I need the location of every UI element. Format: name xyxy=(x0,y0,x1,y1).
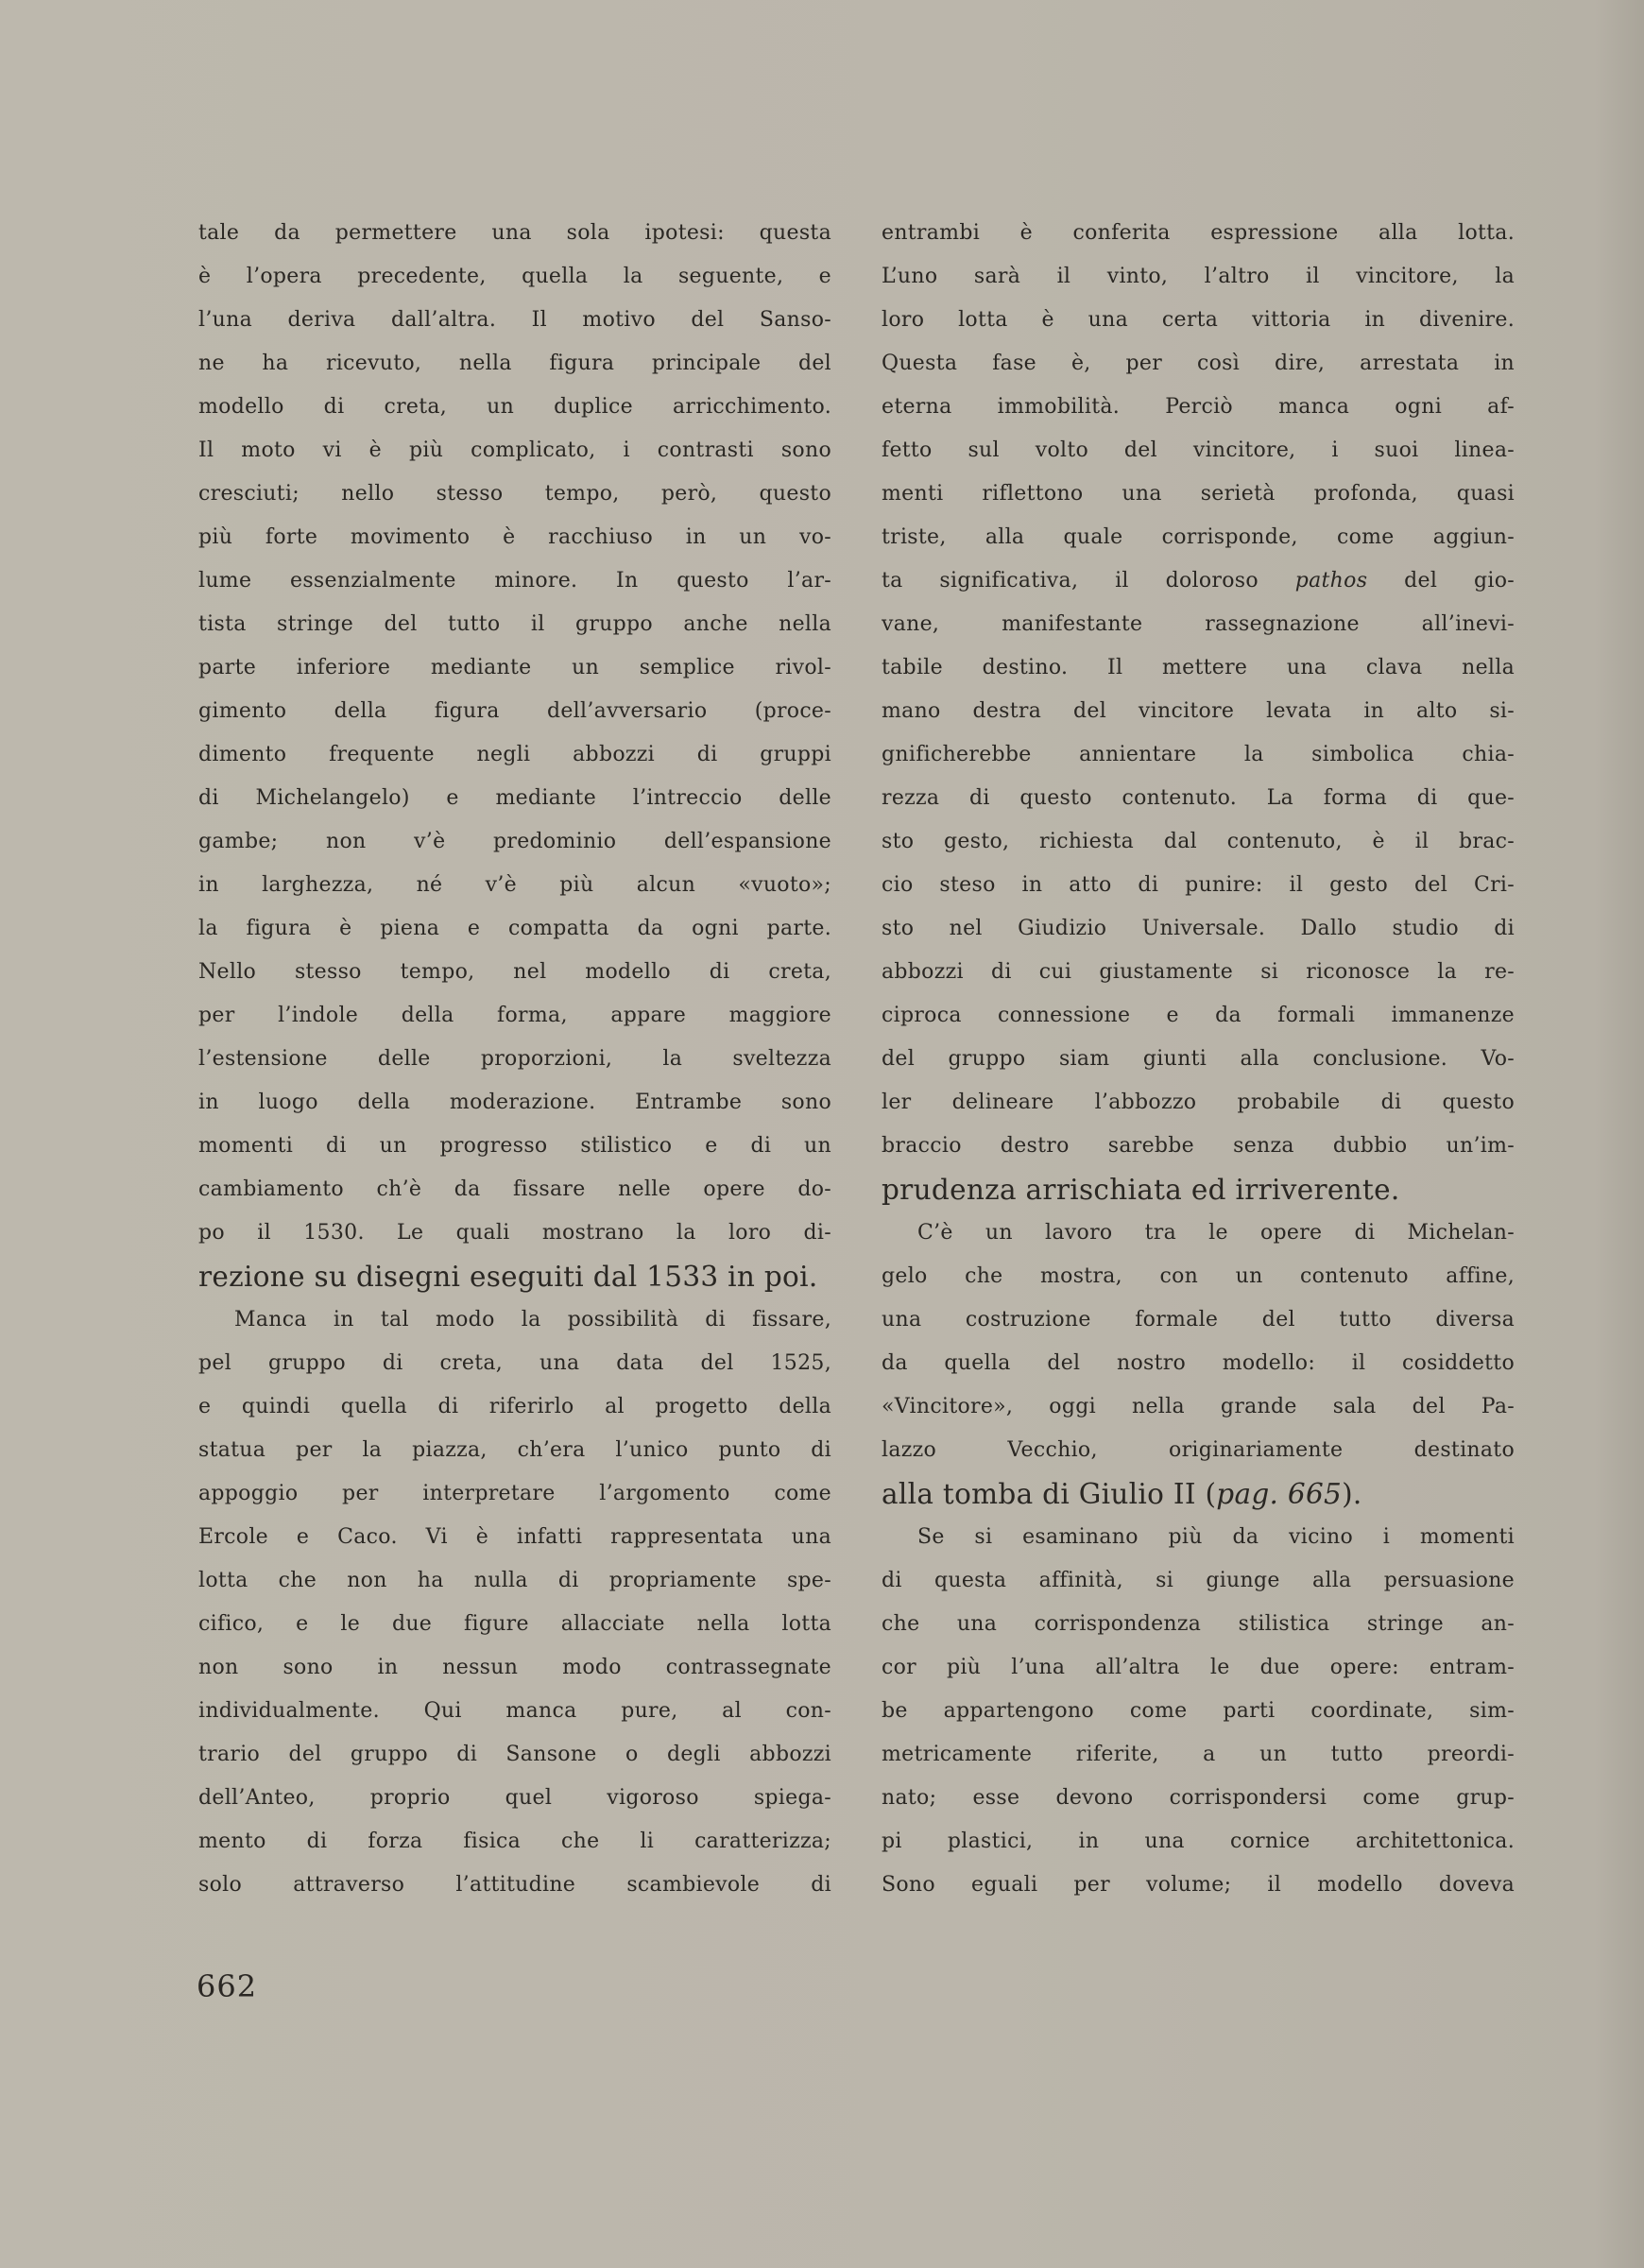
text-run: menti riflettono una serietà profonda, quasi xyxy=(882,482,1515,506)
text-line xyxy=(882,1516,1515,1559)
text-run: eterna immobilità. Perciò manca ogni af- xyxy=(882,395,1515,419)
text-line xyxy=(882,777,1515,820)
text-run: pel gruppo di creta, una data del 1525, xyxy=(198,1351,831,1375)
text-line xyxy=(882,386,1515,429)
text-line xyxy=(882,1864,1515,1907)
text-line xyxy=(882,1081,1515,1125)
text-run: una costruzione formale del tutto diversa xyxy=(882,1308,1515,1332)
text-run: che una corrispondenza stilistica stringe an- xyxy=(882,1612,1515,1636)
text-run: non sono in nessun modo contrassegnate xyxy=(198,1656,831,1679)
text-line xyxy=(198,1864,831,1907)
text-run: lotta che non ha nulla di propriamente spe- xyxy=(198,1569,831,1592)
text-line xyxy=(882,1733,1515,1777)
text-run: ). xyxy=(1342,1478,1362,1510)
text-line xyxy=(198,603,831,646)
text-run: cambiamento ch’è da fissare nelle opere do- xyxy=(198,1177,831,1201)
text-run: per l’indole della forma, appare maggiore xyxy=(198,1004,831,1027)
text-line xyxy=(882,342,1515,386)
text-run: Sono eguali per volume; il modello doveva xyxy=(882,1873,1515,1897)
text-run: gelo che mostra, con un contenuto affine, xyxy=(882,1264,1515,1288)
text-line xyxy=(198,559,831,603)
left-text-column xyxy=(198,212,831,1907)
text-line xyxy=(198,1211,831,1255)
text-run: cio steso in atto di punire: il gesto del Cri- xyxy=(882,873,1515,897)
text-run: tista stringe del tutto il gruppo anche nella xyxy=(198,612,831,636)
text-run: fetto sul volto del vincitore, i suoi linea- xyxy=(882,438,1515,462)
text-run: individualmente. Qui manca pure, al con- xyxy=(198,1699,831,1723)
text-run: appoggio per interpretare l’argomento come xyxy=(198,1482,831,1505)
text-run: tale da permettere una sola ipotesi: questa xyxy=(198,221,831,245)
text-run: la figura è piena e compatta da ogni parte. xyxy=(198,917,831,940)
text-run: gambe; non v’è predominio dell’espansione xyxy=(198,830,831,853)
text-run: triste, alla quale corrisponde, come aggiun- xyxy=(882,525,1515,549)
text-run: ciproca connessione e da formali immanenze xyxy=(882,1004,1515,1027)
text-line xyxy=(198,1081,831,1125)
text-line xyxy=(882,646,1515,690)
text-line xyxy=(198,690,831,733)
text-line xyxy=(198,1472,831,1516)
text-run: alla tomba di Giulio II ( xyxy=(882,1478,1217,1510)
text-run: dell’Anteo, proprio quel vigoroso spiega- xyxy=(198,1786,831,1810)
italic-text: pag. 665 xyxy=(1216,1478,1343,1510)
text-line xyxy=(198,820,831,864)
text-run: parte inferiore mediante un semplice rivol- xyxy=(198,656,831,679)
text-run: be appartengono come parti coordinate, sim- xyxy=(882,1699,1515,1723)
text-line xyxy=(882,1255,1515,1298)
text-line xyxy=(198,1603,831,1646)
text-run: Manca in tal modo la possibilità di fissare, xyxy=(234,1308,831,1332)
text-run: nato; esse devono corrispondersi come grup- xyxy=(882,1786,1515,1810)
text-line xyxy=(198,299,831,342)
text-line xyxy=(882,951,1515,994)
text-run: po il 1530. Le quali mostrano la loro di- xyxy=(198,1221,831,1245)
text-run: L’uno sarà il vinto, l’altro il vincitore, la xyxy=(882,265,1515,288)
text-line xyxy=(198,1516,831,1559)
text-run: del gio- xyxy=(1367,569,1515,593)
text-line xyxy=(198,1038,831,1081)
text-line xyxy=(882,733,1515,777)
text-line xyxy=(198,516,831,559)
text-run: prudenza arrischiata ed irriverente. xyxy=(882,1174,1400,1206)
text-run: momenti di un progresso stilistico e di un xyxy=(198,1134,831,1158)
text-line xyxy=(198,994,831,1038)
text-line xyxy=(882,1125,1515,1168)
text-run: gimento della figura dell’avversario (proce- xyxy=(198,699,831,723)
text-line xyxy=(198,1385,831,1429)
text-line xyxy=(882,1777,1515,1820)
text-run: vane, manifestante rassegnazione all’inevi- xyxy=(882,612,1515,636)
text-run: mano destra del vincitore levata in alto si- xyxy=(882,699,1515,723)
text-line xyxy=(882,1385,1515,1429)
text-line xyxy=(198,255,831,299)
text-run: sto gesto, richiesta dal contenuto, è il brac- xyxy=(882,830,1515,853)
text-line xyxy=(882,1038,1515,1081)
text-run: in larghezza, né v’è più alcun «vuoto»; xyxy=(198,873,831,897)
text-line xyxy=(198,429,831,472)
text-run: cifico, e le due figure allacciate nella lotta xyxy=(198,1612,831,1636)
text-line xyxy=(882,255,1515,299)
text-run: rezza di questo contenuto. La forma di que- xyxy=(882,786,1515,810)
text-run: trario del gruppo di Sansone o degli abbozzi xyxy=(198,1743,831,1766)
text-line xyxy=(882,1298,1515,1342)
text-run: modello di creta, un duplice arricchimento. xyxy=(198,395,831,419)
text-line xyxy=(882,429,1515,472)
text-line xyxy=(198,1255,831,1298)
text-line xyxy=(198,1733,831,1777)
text-line xyxy=(198,472,831,516)
text-run: di questa affinità, si giunge alla persuasione xyxy=(882,1569,1515,1592)
text-run: entrambi è conferita espressione alla lotta. xyxy=(882,221,1515,245)
text-run: ne ha ricevuto, nella figura principale del xyxy=(198,352,831,375)
text-run: pi plastici, in una cornice architettonica. xyxy=(882,1830,1515,1853)
text-line xyxy=(198,907,831,951)
text-run: cresciuti; nello stesso tempo, però, questo xyxy=(198,482,831,506)
text-line xyxy=(882,212,1515,255)
text-run: metricamente riferite, a un tutto preordi- xyxy=(882,1743,1515,1766)
text-line xyxy=(198,1777,831,1820)
text-run: statua per la piazza, ch’era l’unico punto di xyxy=(198,1438,831,1462)
text-run: in luogo della moderazione. Entrambe sono xyxy=(198,1091,831,1114)
text-line xyxy=(198,1559,831,1603)
text-line xyxy=(882,1690,1515,1733)
text-run: più forte movimento è racchiuso in un vo- xyxy=(198,525,831,549)
text-run: Se si esaminano più da vicino i momenti xyxy=(917,1525,1515,1549)
text-line xyxy=(198,1429,831,1472)
text-line xyxy=(882,1603,1515,1646)
text-line xyxy=(882,690,1515,733)
text-line xyxy=(198,777,831,820)
text-run: C’è un lavoro tra le opere di Michelan- xyxy=(917,1221,1515,1245)
text-run: Nello stesso tempo, nel modello di creta, xyxy=(198,960,831,984)
text-line xyxy=(882,299,1515,342)
text-line xyxy=(882,1820,1515,1864)
text-line xyxy=(198,1298,831,1342)
text-run: ta significativa, il doloroso xyxy=(882,569,1295,593)
text-line xyxy=(198,386,831,429)
text-run: di Michelangelo) e mediante l’intreccio delle xyxy=(198,786,831,810)
text-line xyxy=(198,646,831,690)
text-run: da quella del nostro modello: il cosiddetto xyxy=(882,1351,1515,1375)
text-line xyxy=(198,733,831,777)
text-run: solo attraverso l’attitudine scambievole di xyxy=(198,1873,831,1897)
text-run: Ercole e Caco. Vi è infatti rappresentata una xyxy=(198,1525,831,1549)
italic-text: pathos xyxy=(1294,569,1368,593)
text-line xyxy=(198,1820,831,1864)
text-run: l’estensione delle proporzioni, la sveltezza xyxy=(198,1047,831,1071)
text-run: ler delineare l’abbozzo probabile di questo xyxy=(882,1091,1515,1114)
text-line xyxy=(882,1472,1515,1516)
text-run: mento di forza fisica che li caratterizza; xyxy=(198,1830,831,1853)
text-run: Questa fase è, per così dire, arrestata in xyxy=(882,352,1515,375)
text-line xyxy=(882,907,1515,951)
text-line xyxy=(198,1646,831,1690)
text-run: «Vincitore», oggi nella grande sala del Pa- xyxy=(882,1395,1515,1418)
text-run: del gruppo siam giunti alla conclusione. Vo- xyxy=(882,1047,1515,1071)
text-run: rezione su disegni eseguiti dal 1533 in poi. xyxy=(198,1261,818,1293)
text-line xyxy=(882,1559,1515,1603)
text-run: dimento frequente negli abbozzi di gruppi xyxy=(198,743,831,766)
text-line xyxy=(882,1168,1515,1211)
text-line xyxy=(198,1125,831,1168)
text-line xyxy=(882,994,1515,1038)
text-line xyxy=(882,1342,1515,1385)
right-text-column xyxy=(882,212,1515,1907)
text-run: abbozzi di cui giustamente si riconosce la re- xyxy=(882,960,1515,984)
text-line xyxy=(198,212,831,255)
text-line xyxy=(198,342,831,386)
text-line xyxy=(882,559,1515,603)
text-line xyxy=(882,1211,1515,1255)
text-line xyxy=(198,864,831,907)
text-run: Il moto vi è più complicato, i contrasti sono xyxy=(198,438,831,462)
text-run: loro lotta è una certa vittoria in divenire. xyxy=(882,308,1515,332)
text-run: è l’opera precedente, quella la seguente, e xyxy=(198,265,831,288)
text-run: cor più l’una all’altra le due opere: entram- xyxy=(882,1656,1515,1679)
text-line xyxy=(198,1168,831,1211)
text-run: e quindi quella di riferirlo al progetto della xyxy=(198,1395,831,1418)
text-line xyxy=(198,951,831,994)
text-line xyxy=(882,603,1515,646)
text-line xyxy=(882,516,1515,559)
text-line xyxy=(198,1690,831,1733)
text-run: tabile destino. Il mettere una clava nella xyxy=(882,656,1515,679)
text-line xyxy=(882,472,1515,516)
text-run: sto nel Giudizio Universale. Dallo studio di xyxy=(882,917,1515,940)
text-run: gnificherebbe annientare la simbolica chia- xyxy=(882,743,1515,766)
text-run: lazzo Vecchio, originariamente destinato xyxy=(882,1438,1515,1462)
text-line xyxy=(882,864,1515,907)
page-number: 662 xyxy=(197,1968,258,2004)
text-run: lume essenzialmente minore. In questo l’ar- xyxy=(198,569,831,593)
text-line xyxy=(882,1646,1515,1690)
text-line xyxy=(198,1342,831,1385)
text-run: braccio destro sarebbe senza dubbio un’im- xyxy=(882,1134,1515,1158)
text-run: l’una deriva dall’altra. Il motivo del Sanso- xyxy=(198,308,831,332)
text-line xyxy=(882,820,1515,864)
text-line xyxy=(882,1429,1515,1472)
